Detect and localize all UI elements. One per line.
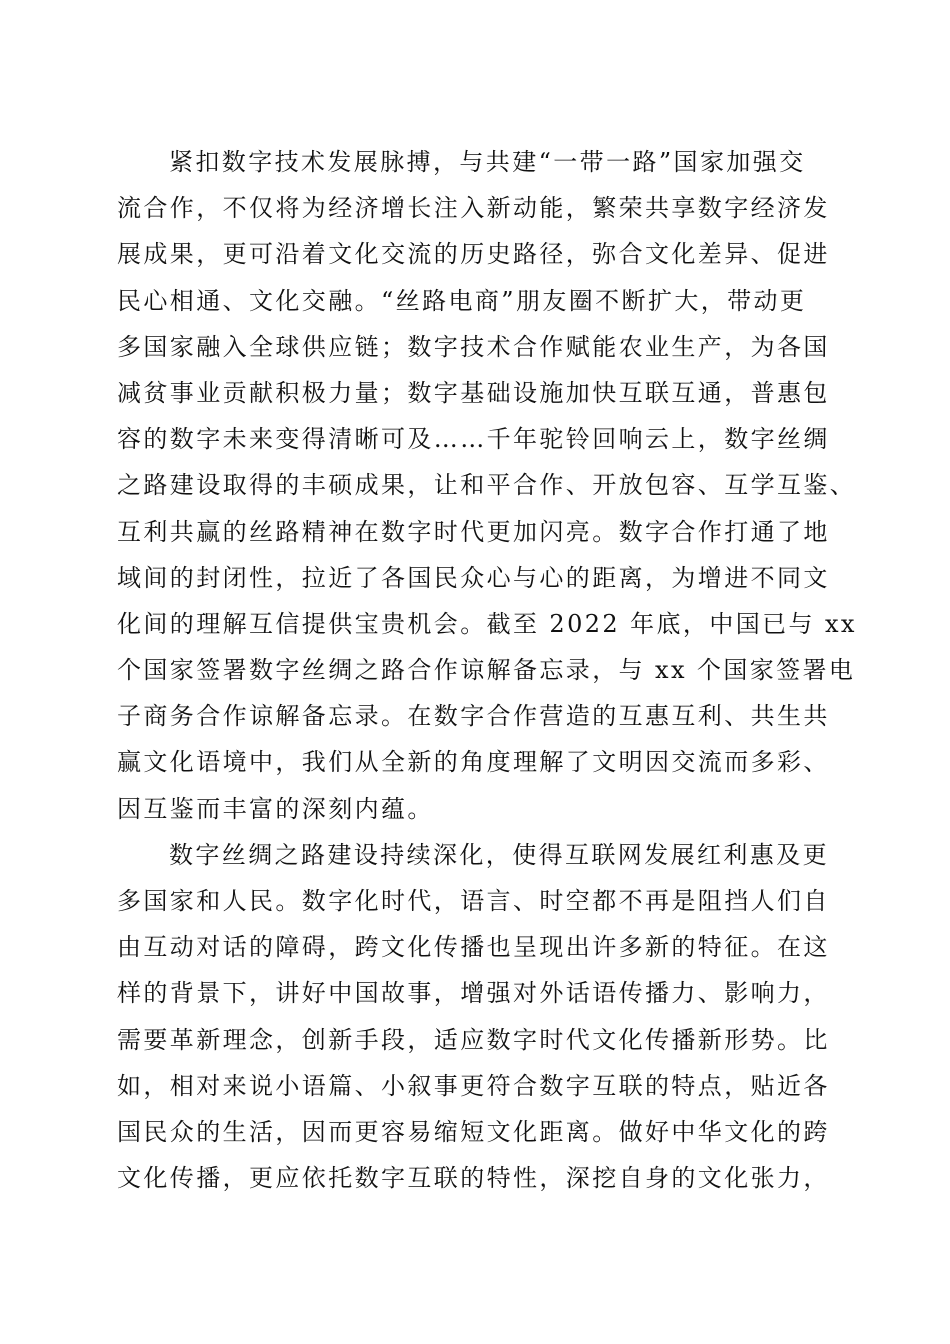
text-line: 民心相通、文化交融。“丝路电商”朋友圈不断扩大，带动更 [117,286,807,315]
body-text [117,139,857,1201]
text-line: 减贫事业贡献积极力量；数字基础设施加快互联互通，普惠包 [117,378,830,407]
text-line: 文化传播，更应依托数字互联的特性，深挖自身的文化张力， [117,1164,830,1193]
text-line: 容的数字未来变得清晰可及……千年驼铃回响云上，数字丝绸 [117,425,830,454]
text-line: 国民众的生活，因而更容易缩短文化距离。做好中华文化的跨 [117,1117,830,1146]
text-line: 样的背景下，讲好中国故事，增强对外话语传播力、影响力， [117,979,830,1008]
paragraph-1 [117,139,857,832]
text-line: 域间的封闭性，拉近了各国民众心与心的距离，为增进不同文 [117,563,830,592]
text-line: 多国家和人民。数字化时代，语言、时空都不再是阻挡人们自 [117,887,830,915]
text-line: 因互鉴而丰富的深刻内蕴。 [117,794,434,823]
text-line: 赢文化语境中，我们从全新的角度理解了文明因交流而多彩、 [117,748,830,777]
text-line: 紧扣数字技术发展脉搏，与共建“一带一路”国家加强交 [169,148,806,176]
text-line: 数字丝绸之路建设持续深化，使得互联网发展红利惠及更 [169,840,829,869]
text-line: 个国家签署数字丝绸之路合作谅解备忘录，与 xx 个国家签署电 [117,656,856,685]
paragraph-2 [117,832,833,1202]
text-line: 如，相对来说小语篇、小叙事更符合数字互联的特点，贴近各 [117,1071,830,1100]
text-line: 流合作，不仅将为经济增长注入新动能，繁荣共享数字经济发 [117,194,830,223]
text-line: 互利共赢的丝路精神在数字时代更加闪亮。数字合作打通了地 [117,517,830,546]
text-line: 展成果，更可沿着文化交流的历史路径，弥合文化差异、促进 [117,240,830,269]
text-line: 需要革新理念，创新手段，适应数字时代文化传播新形势。比 [117,1025,830,1054]
text-line: 多国家融入全球供应链；数字技术合作赋能农业生产，为各国 [117,332,830,361]
text-line: 子商务合作谅解备忘录。在数字合作营造的互惠互利、共生共 [117,702,830,731]
text-line: 由互动对话的障碍，跨文化传播也呈现出许多新的特征。在这 [117,933,830,962]
text-line: 化间的理解互信提供宝贵机会。截至 2022 年底，中国已与 xx [117,609,857,638]
text-line: 之路建设取得的丰硕成果，让和平合作、开放包容、互学互鉴、 [117,471,857,500]
